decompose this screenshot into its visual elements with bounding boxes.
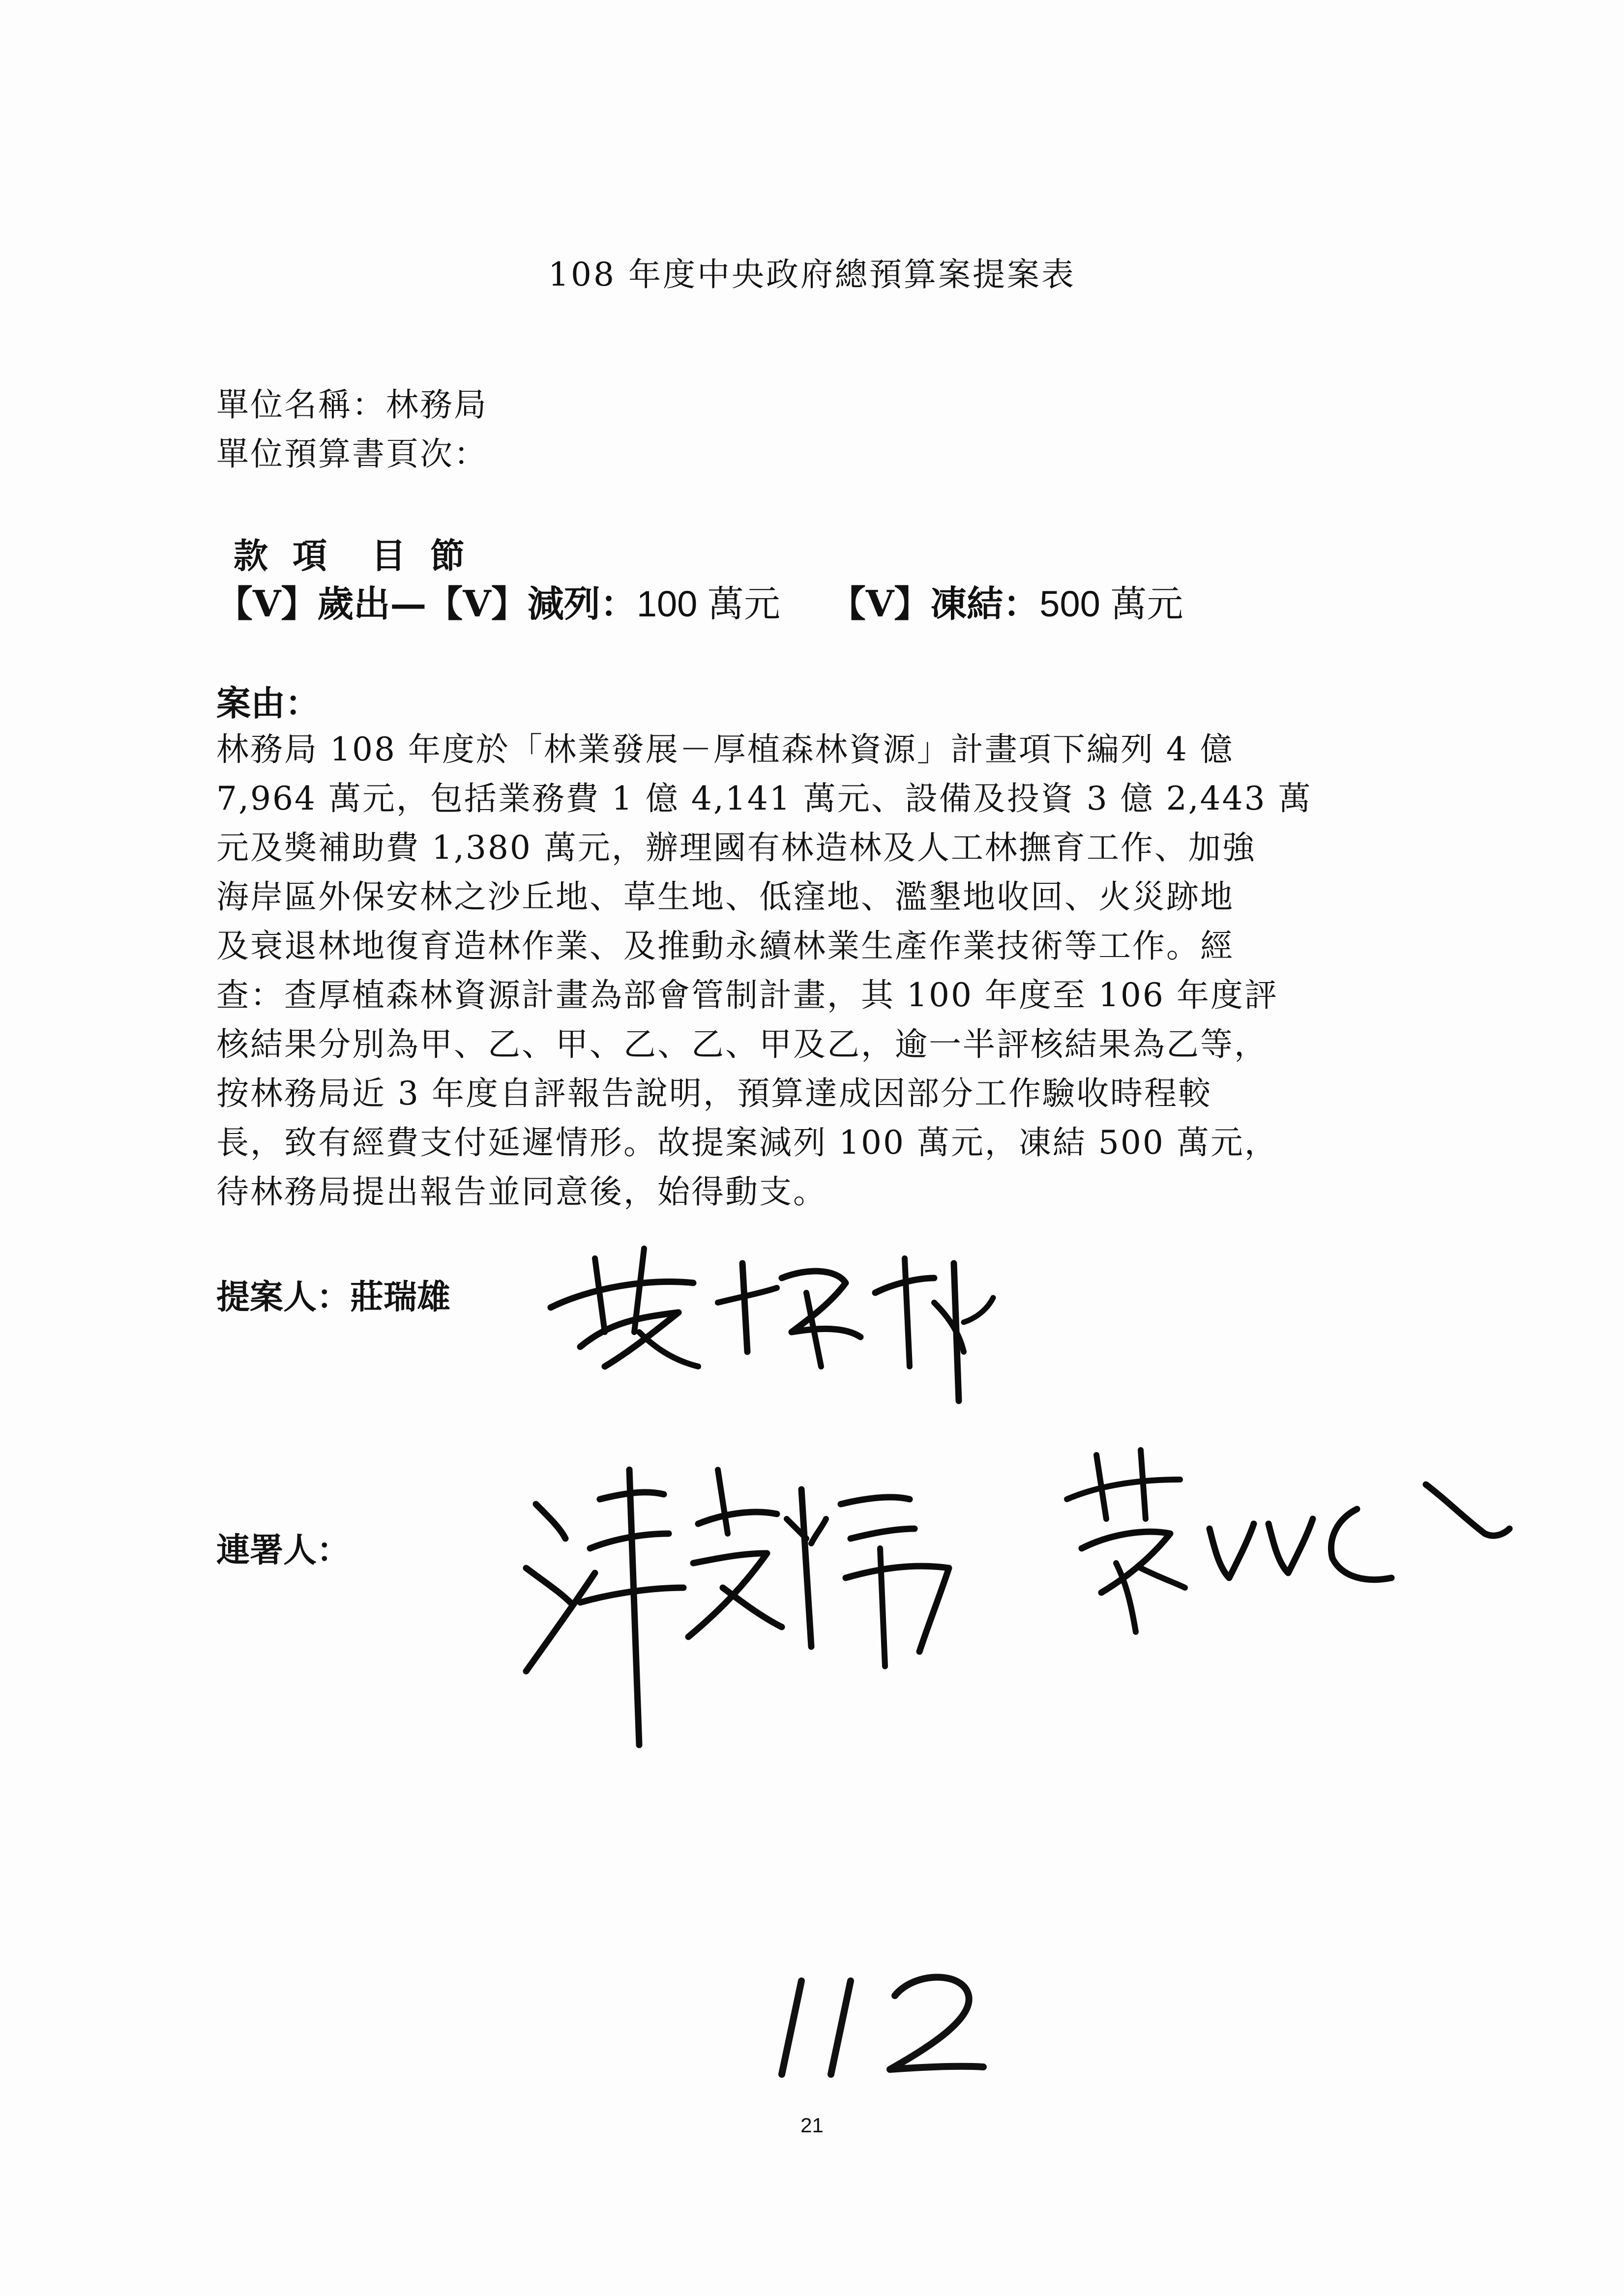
unit-page-row [216,428,488,474]
proposer-label: 提案人： [216,1278,351,1317]
unit-page-label: 單位預算書頁次： [216,435,488,473]
unit-name-label: 單位名稱： [216,386,386,424]
proposer-name: 莊瑞雄 [350,1278,451,1317]
heading-jie: 節 [430,535,465,576]
reason-line: 元及獎補助費 1,380 萬元，辦理國有林造林及人工林撫育工作、加強 [216,829,1256,867]
document-title: 108 年度中央政府總預算案提案表 [548,256,1076,293]
heading-mu: 目 [371,535,406,576]
reason-line: 林務局 108 年度於「林業發展－厚植森林資源」計畫項下編列 4 億 [216,730,1234,768]
cut-amount: 100 萬元 [636,583,780,624]
reason-line: 查：查厚植森林資源計畫為部會管制計畫，其 100 年度至 106 年度評 [216,976,1278,1014]
reason-line: 海岸區外保安林之沙丘地、草生地、低窪地、濫墾地收回、火災跡地 [216,878,1234,916]
reason-line: 7,964 萬元，包括業務費 1 億 4,141 萬元、設備及投資 3 億 2,443 萬 [216,780,1312,817]
page-number: 21 [800,2114,824,2137]
dash: — [390,583,427,625]
reason-line: 核結果分別為甲、乙、甲、乙、乙、甲及乙，逾一半評核結果為乙等， [216,1025,1268,1063]
proposer-signature [531,1204,1023,1411]
reason-line: 及衰退林地復育造林作業、及推動永續林業生產作業技術等工作。經 [216,927,1234,965]
expenditure-label: 歲出 [317,583,390,625]
freeze-amount: 500 萬元 [1039,583,1183,624]
proposer-row [216,1271,450,1318]
handwritten-number [767,1961,993,2089]
section-heading [234,528,489,578]
heading-kuan: 款 [234,535,268,576]
heading-xiang: 項 [293,535,327,576]
unit-name-value: 林務局 [386,386,488,424]
reason-line: 長，致有經費支付延遲情形。故提案減列 100 萬元，凍結 500 萬元， [216,1124,1278,1162]
reason-label: 案由： [216,683,320,724]
freeze-label: 凍結： [930,583,1040,625]
cosigner-signature-1 [506,1440,988,1755]
unit-name-row [216,378,488,425]
reason-body [216,725,1382,1217]
cut-label: 減列： [527,583,637,625]
reason-line: 按林務局近 3 年度自評報告說明，預算達成因部分工作驗收時程較 [216,1075,1212,1112]
budget-line [216,575,1183,627]
freeze-checkbox: 【V】 [829,583,931,625]
expenditure-checkbox: 【V】 [216,583,318,625]
cosigner-label: 連署人： [216,1531,351,1570]
cut-checkbox: 【V】 [426,583,528,625]
cosigner-signature-2 [1052,1435,1524,1652]
reason-line: 待林務局提出報告並同意後，始得動支。 [216,1173,827,1211]
